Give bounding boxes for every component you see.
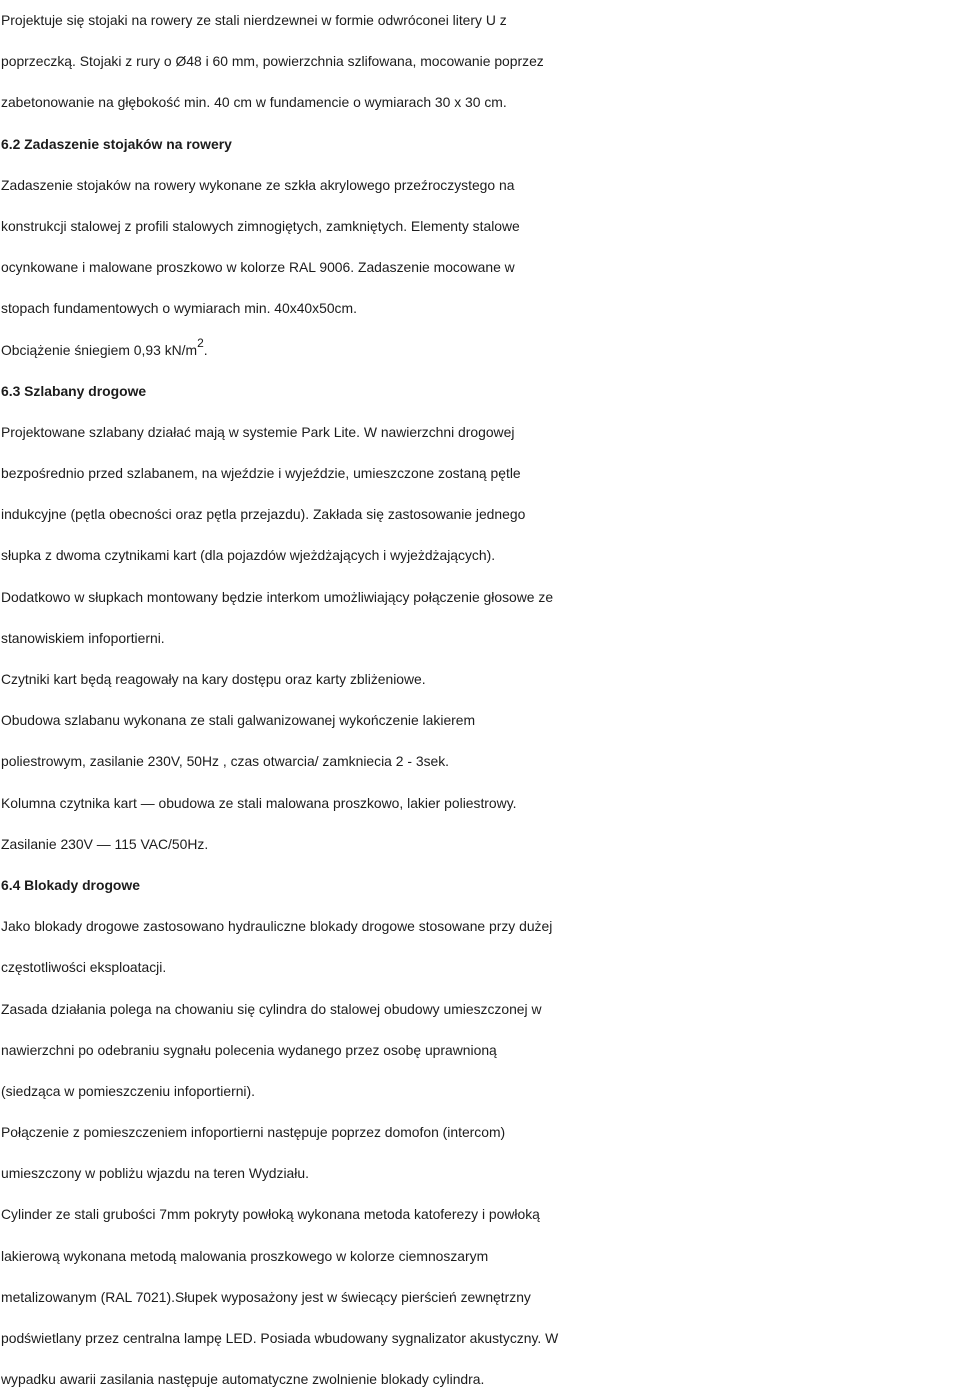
superscript: 2 (197, 335, 204, 350)
text-line: stopach fundamentowych o wymiarach min. 40x40x50cm. (1, 300, 357, 317)
section-heading-6-3: 6.3 Szlabany drogowe (1, 382, 147, 399)
text-line: słupka z dwoma czytnikami kart (dla pojazdów wjeżdżających i wyjeżdżających). (1, 547, 496, 564)
text-line: wypadku awarii zasilania następuje automatyczne zwolnienie blokady cylindra. (1, 1371, 485, 1388)
text-line: konstrukcji stalowej z profili stalowych zimnogiętych, zamkniętych. Elementy stalowe (1, 217, 520, 234)
text-line: Projektuje się stojaki na rowery ze stali nierdzewnei w formie odwróconei litery U z (1, 12, 507, 28)
text-line: stanowiskiem infoportierni. (1, 629, 165, 646)
text-line: Jako blokady drogowe zastosowano hydrauliczne blokady drogowe stosowane przy dużej (1, 918, 553, 935)
text-line: Obudowa szlabanu wykonana ze stali galwanizowanej wykończenie lakierem (1, 712, 476, 729)
text-line: ocynkowane i malowane proszkowo w kolorze RAL 9006. Zadaszenie mocowane w (1, 259, 515, 276)
text-line: Kolumna czytnika kart — obudowa ze stali malowana proszkowo, lakier poliestrowy. (1, 794, 517, 811)
document-page (1, 0, 960, 1400)
text-line: Zasilanie 230V — 115 VAC/50Hz. (1, 835, 209, 852)
text-line: Zadaszenie stojaków na rowery wykonane ze szkła akrylowego przeźroczystego na (1, 176, 515, 193)
text-line: metalizowanym (RAL 7021).Słupek wyposażony jest w świecący pierścień zewnętrzny (1, 1288, 531, 1305)
text-line: Cylinder ze stali grubości 7mm pokryty powłoką wykonana metoda katoferezy i powłoką (1, 1206, 540, 1223)
text-line: nawierzchni po odebraniu sygnału polecenia wydanego przez osobę uprawnioną (1, 1041, 497, 1058)
text-line: bezpośrednio przed szlabanem, na wjeździe i wyjeździe, umieszczone zostaną pętle (1, 465, 521, 482)
text-line: poliestrowym, zasilanie 230V, 50Hz , czas otwarcia/ zamkniecia 2 - 3sek. (1, 753, 450, 770)
text-line: Czytniki kart będą reagowały na kary dostępu oraz karty zbliżeniowe. (1, 671, 426, 687)
text-line: podświetlany przez centralna lampę LED. Posiada wbudowany sygnalizator akustyczny. W (1, 1330, 559, 1346)
text-line: częstotliwości eksploatacji. (1, 959, 167, 976)
section-heading-6-2: 6.2 Zadaszenie stojaków na rowery (1, 135, 232, 152)
text-line: indukcyjne (pętla obecności oraz pętla przejazdu). Zakłada się zastosowanie jednego (1, 506, 526, 523)
text-line: lakierową wykonana metodą malowania proszkowego w kolorze ciemnoszarym (1, 1247, 489, 1264)
section-heading-6-4: 6.4 Blokady drogowe (1, 876, 140, 893)
text-line: Zasada działania polega na chowaniu się cylindra do stalowej obudowy umieszczonej w (1, 1000, 542, 1017)
text-line: Połączenie z pomieszczeniem infoportierni następuje poprzez domofon (intercom) (1, 1124, 506, 1141)
text-line: poprzeczką. Stojaki z rury o Ø48 i 60 mm, powierzchnia szlifowana, mocowanie poprzez (1, 53, 544, 70)
text-line: umieszczony w pobliżu wjazdu na teren Wydziału. (1, 1165, 309, 1182)
text-line: zabetonowanie na głębokość min. 40 cm w fundamencie o wymiarach 30 x 30 cm. (1, 94, 507, 111)
snow-load-line (1, 330, 960, 371)
text-line: Dodatkowo w słupkach montowany będzie interkom umożliwiający połączenie głosowe ze (1, 588, 554, 605)
period: . (203, 341, 208, 358)
text-line: Projektowane szlabany działać mają w systemie Park Lite. W nawierzchni drogowej (1, 423, 515, 440)
snow-load-text: Obciążenie śniegiem 0,93 kN/m (1, 341, 198, 358)
text-line: (siedząca w pomieszczeniu infoportierni). (1, 1082, 255, 1099)
